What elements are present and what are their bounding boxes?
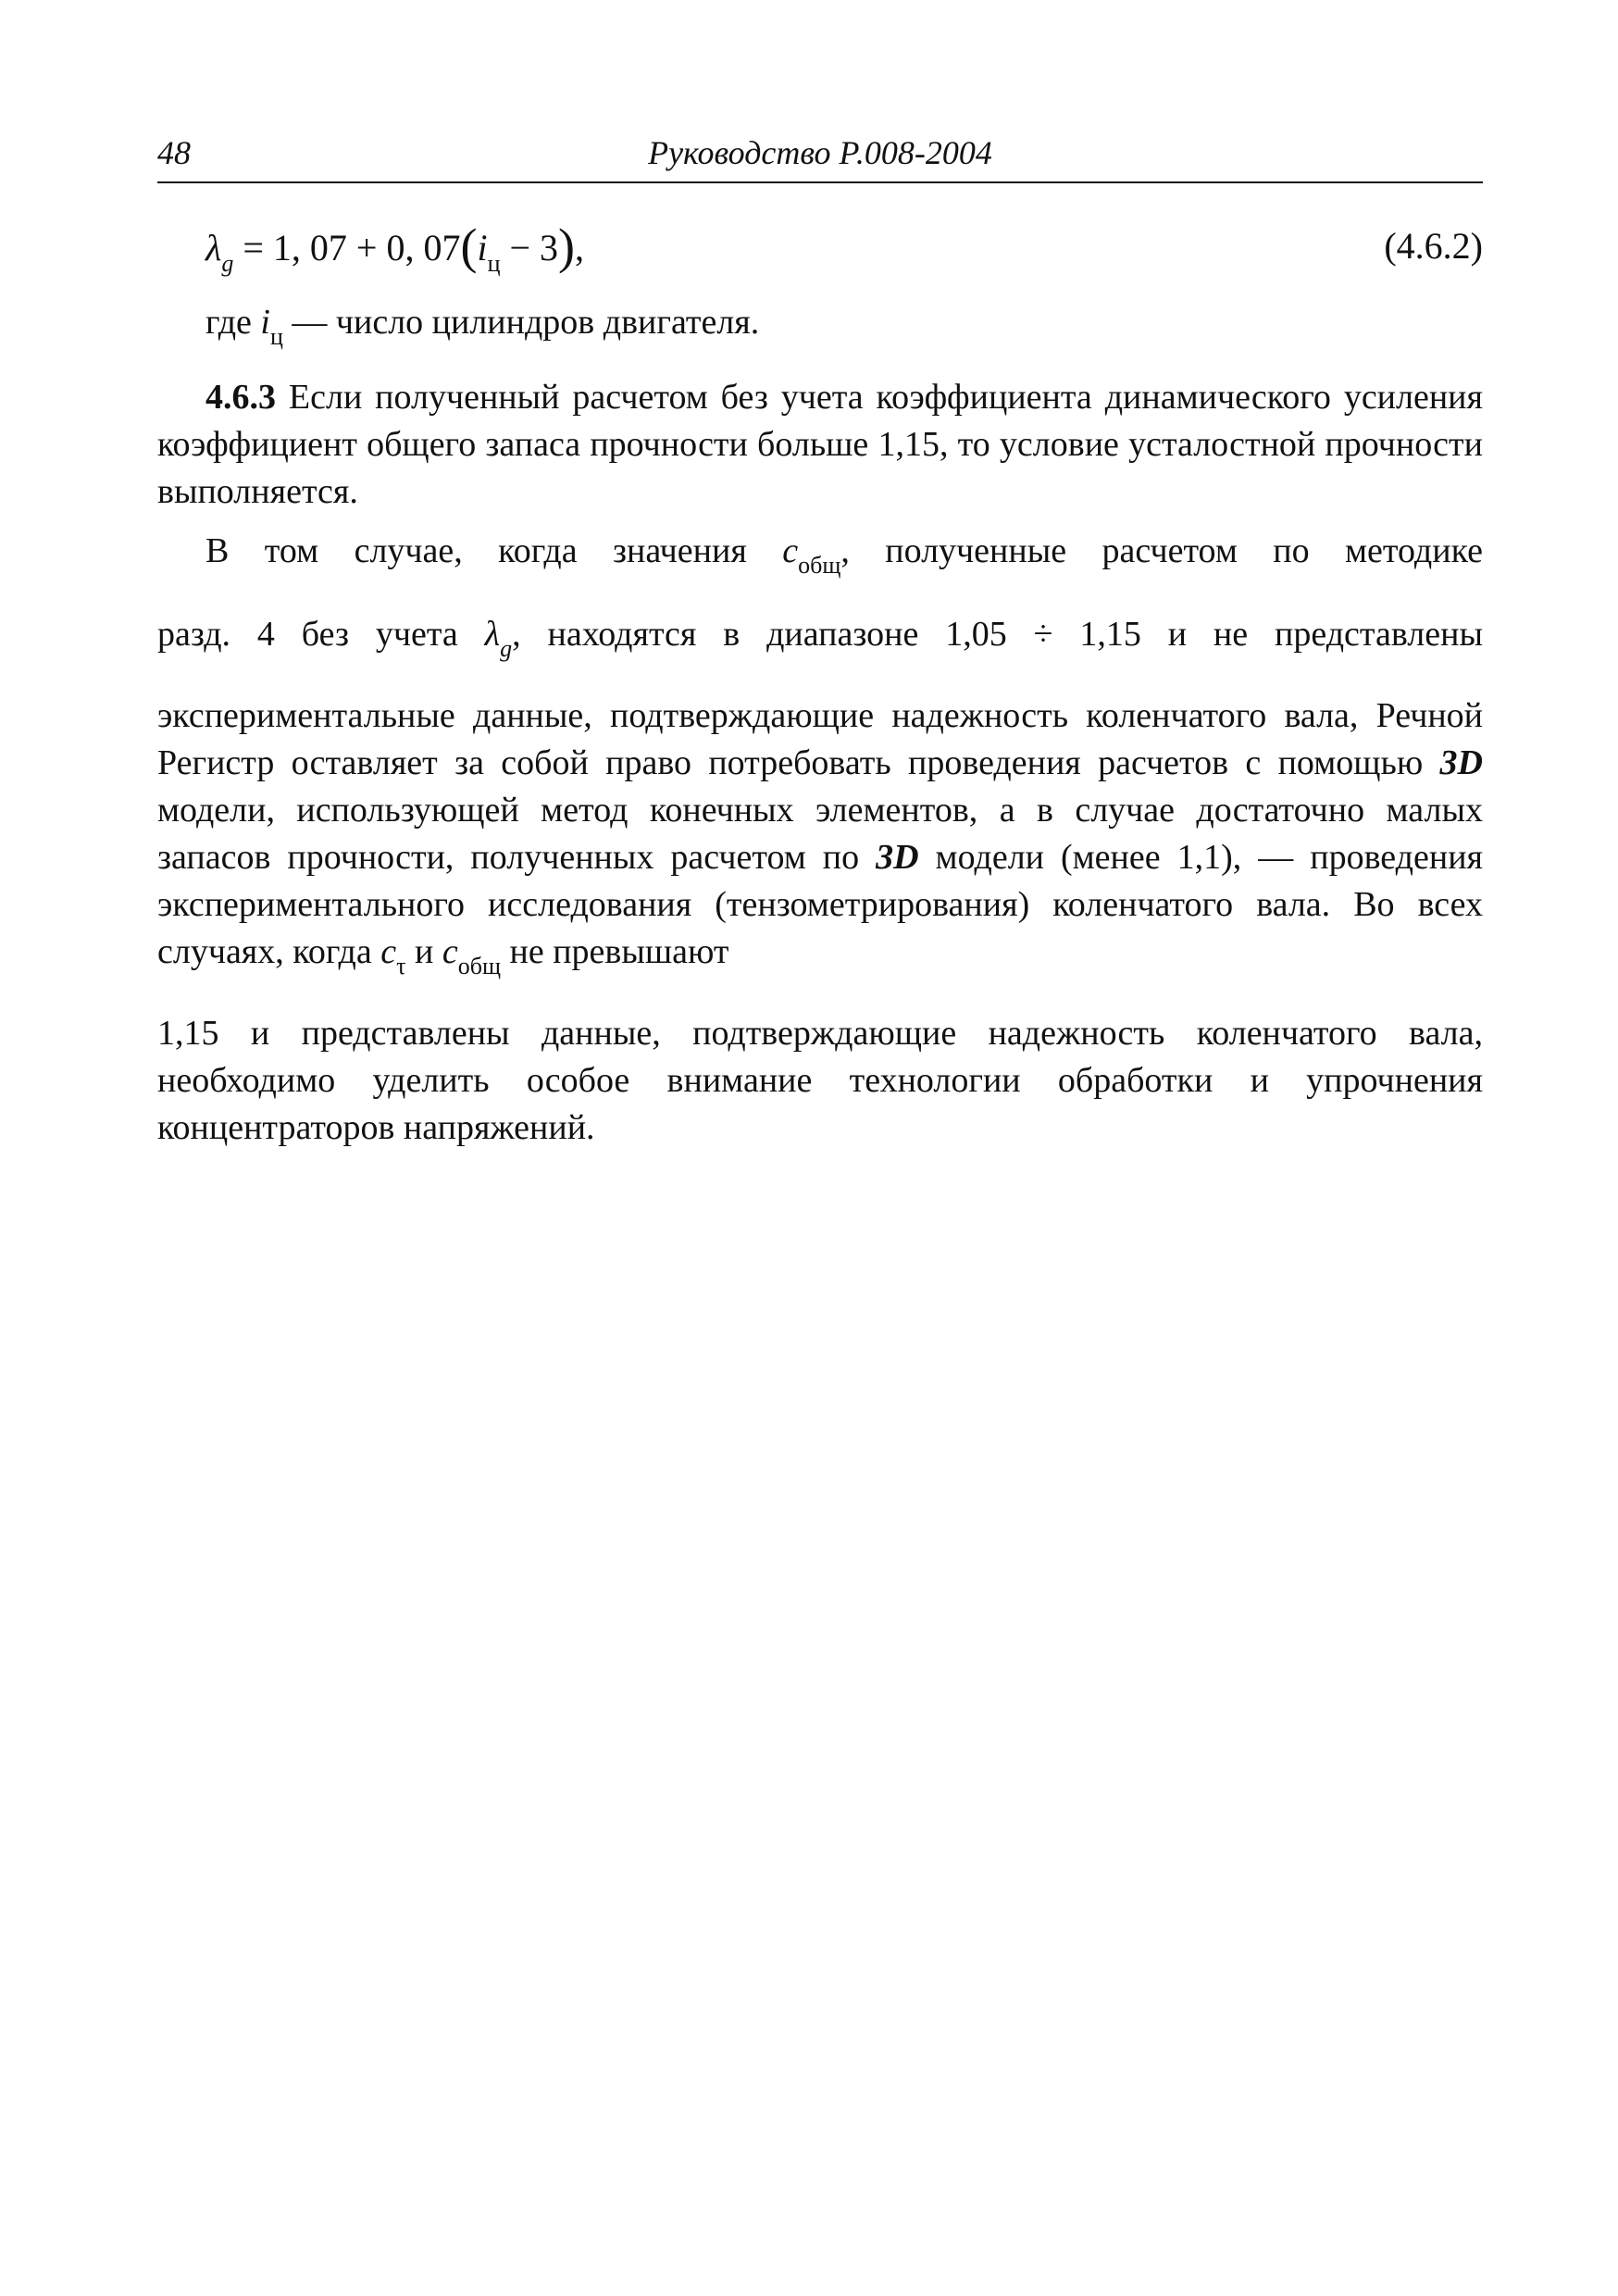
paren-close: )	[558, 218, 576, 274]
para2-body	[157, 693, 1483, 990]
page-number: 48	[157, 134, 191, 171]
para2-text-d: , находятся в диапазоне 1,05 ÷ 1,15 и не представлены	[512, 615, 1483, 654]
paragraph-4-6-3	[157, 374, 1483, 516]
para2-line2	[157, 611, 1483, 672]
lambda-inline: λ	[484, 615, 501, 654]
para2-text-g: модели (менее 1,1), — проведения экспериментального исследования (тензометрирования) коленчатого вала. Во всех случаях, когда	[157, 838, 1484, 971]
para2-final	[157, 1010, 1483, 1152]
c-tau-symbol: c	[380, 932, 397, 971]
para2-text-h: не превышают	[501, 932, 729, 971]
paren-open: (	[460, 218, 478, 274]
equation-number: (4.6.2)	[1384, 225, 1483, 267]
3d-label-1: 3D	[1439, 743, 1483, 782]
where-line	[205, 294, 759, 365]
c-symbol: c	[782, 531, 799, 570]
para2-text-e: экспериментальные данные, подтверждающие надежность коленчатого вала, Речной Регистр оставляет за собой право потребовать проведения расчетов с помощью	[157, 696, 1483, 782]
3d-label-2: 3D	[876, 838, 919, 877]
where-var-subscript: ц	[269, 323, 283, 350]
lambda-inline-subscript: g	[500, 635, 513, 662]
formula-constant-part: = 1, 07 + 0, 07	[233, 227, 461, 268]
running-title: Руководство Р.008-2004	[648, 134, 992, 171]
c-total-subscript: общ	[457, 953, 502, 980]
lambda-subscript: g	[221, 250, 234, 277]
and-word: и	[405, 932, 442, 971]
para2-text-b: , полученные расчетом по методике	[840, 531, 1483, 570]
page-header	[157, 130, 1483, 183]
formula-comma: ,	[575, 227, 585, 268]
paragraph-2	[157, 528, 1483, 1152]
para2-text-a: В том случае, когда значения	[205, 531, 783, 570]
cylinder-var-subscript: ц	[487, 250, 501, 277]
para2-text-f: модели, использующей метод конечных элементов, а в случае достаточно малых запасов прочности, полученных расчетом по	[157, 791, 1483, 877]
para2-line1	[157, 528, 1483, 589]
where-var: i	[260, 303, 270, 342]
para2-text-i: 1,15 и представлены данные, подтверждающие надежность коленчатого вала, необходимо уделить особое внимание технологии обработки и упрочнения концентраторов напряжений.	[157, 1014, 1483, 1147]
lambda-symbol: λ	[205, 227, 222, 268]
cylinder-var: i	[477, 227, 488, 268]
section-number: 4.6.3	[205, 378, 276, 417]
formula-4-6-2	[205, 209, 1483, 283]
where-lead: где	[205, 303, 261, 342]
formula-minus-three: − 3	[500, 227, 559, 268]
formula-expression	[205, 209, 584, 301]
c-total-symbol: c	[442, 932, 458, 971]
paragraph-text: Если полученный расчетом без учета коэффициента динамического усиления коэффициент общего запаса прочности больше 1,15, то условие усталостной прочности выполняется.	[157, 378, 1483, 511]
where-description: — число цилиндров двигателя.	[282, 303, 760, 342]
c-tau-subscript: τ	[396, 953, 406, 980]
c-subscript: общ	[798, 552, 841, 579]
para2-text-c: разд. 4 без учета	[157, 615, 485, 654]
